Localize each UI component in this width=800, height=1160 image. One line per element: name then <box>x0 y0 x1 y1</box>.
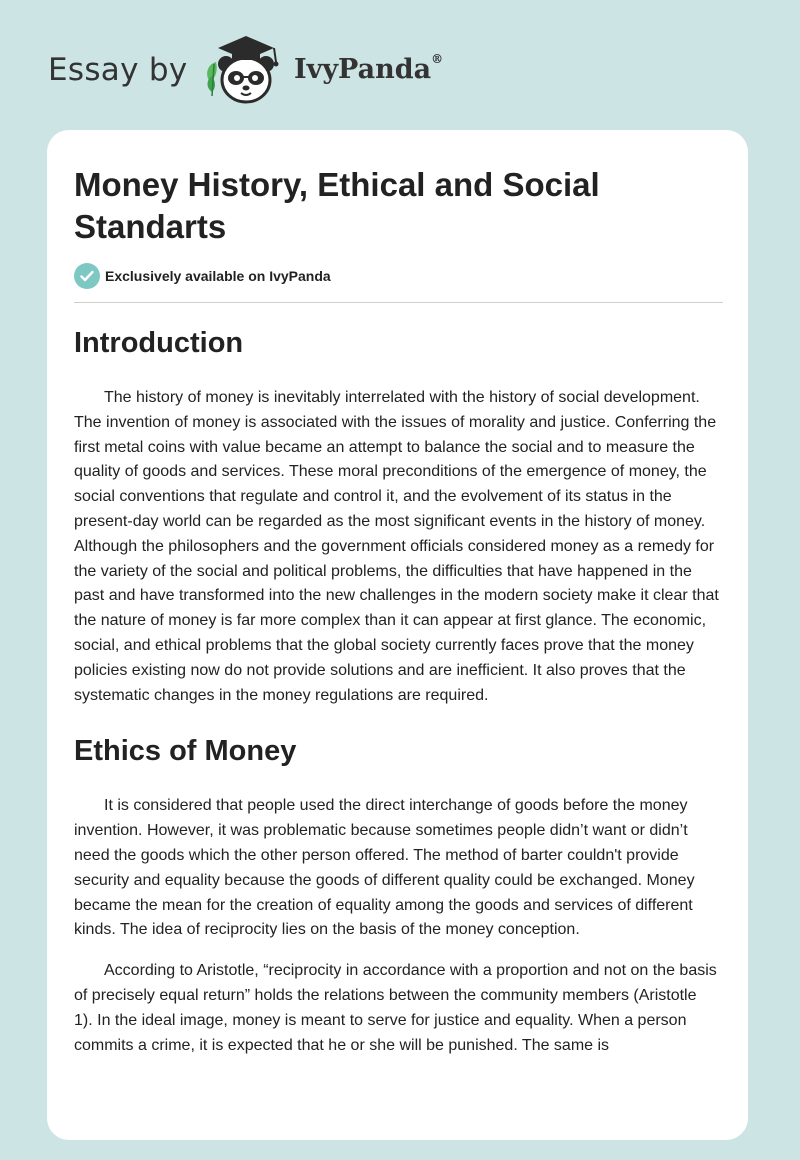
essay-body <box>74 322 719 1074</box>
section-introduction <box>74 322 719 708</box>
section-heading: Ethics of Money <box>74 735 297 768</box>
brand-name: IvyPanda® <box>294 52 444 85</box>
brand-header[interactable] <box>48 34 468 108</box>
registered-mark: ® <box>431 52 444 66</box>
section-ethics-of-money <box>74 730 719 1058</box>
essay-title: Money History, Ethical and Social Standarts <box>74 166 600 245</box>
exclusive-badge-text: Exclusively available on IvyPanda <box>105 268 331 284</box>
title-divider <box>74 302 723 303</box>
paragraph: It is considered that people used the direct interchange of goods before the money invention. However, it was problematic because sometimes people didn’t want or didn’t need the goods which the other person offered. The method of barter couldn't provide security and equality because the goods of different quality could be exchanged. Money became the mean for the creation of equality among the goods and services of different kinds. The idea of reciprocity lies on the basis of the money conception. <box>74 797 695 939</box>
paragraph: The history of money is inevitably interrelated with the history of social development. The invention of money is associated with the issues of morality and justice. Conferring the first metal coins with value became an attempt to balance the social and to measure the quality of goods and services. These moral preconditions of the emergence of money, the social conventions that regulate and control it, and the evolvement of its status in the present-day world can be regarded as the most significant events in the history of money. Although the philosophers and the government officials considered money as a remedy for the variety of the social and political problems, the difficulties that have happened in the past and have transformed into the new challenges in the modern society make it clear that the nature of money is far more complex than it can appear at first glance. The economic, social, and ethical problems that the global society currently faces prove that the money policies existing now do not provide solutions and are inefficient. It also proves that the systematic changes in the money regulations are required. <box>74 389 719 704</box>
paragraph: According to Aristotle, “reciprocity in accordance with a proportion and not on the basis of precisely equal return” holds the relations between the community members (Aristotle 1). In the ideal image, money is meant to serve for justice and equality. When a person commits a crime, it is expected that he or she will be punished. The same is <box>74 962 717 1054</box>
panda-graduate-logo-icon <box>200 34 290 108</box>
check-circle-icon <box>74 263 100 289</box>
essay-card <box>47 130 748 1140</box>
brand-prefix: Essay by <box>48 52 188 88</box>
section-heading: Introduction <box>74 327 244 359</box>
